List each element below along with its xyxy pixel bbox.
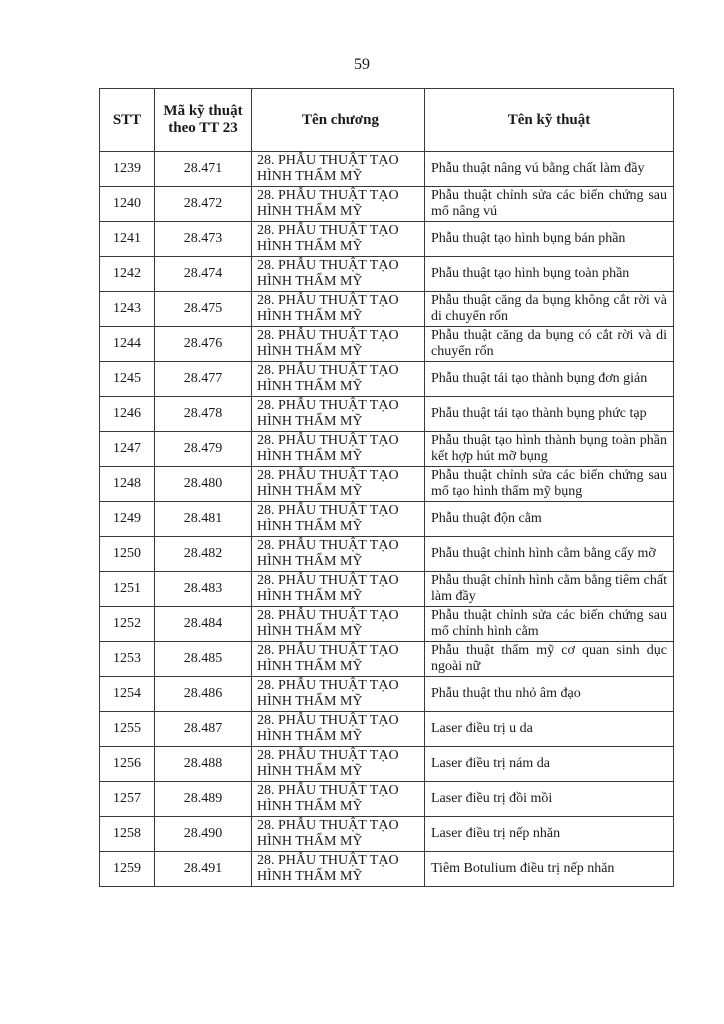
chapter-text: 28. PHẪU THUẬT TẠO HÌNH THẨM MỸ [257,853,399,884]
row-stt: 1250 [100,537,155,572]
row-technique: Phẫu thuật chỉnh hình cằm bằng tiêm chất làm đầy [425,572,674,607]
row-technique: Phẫu thuật thu nhỏ âm đạo [425,677,674,712]
row-technique: Phẫu thuật tạo hình bụng toàn phần [425,257,674,292]
row-stt: 1251 [100,572,155,607]
row-chapter [252,677,425,712]
row-technique: Phẫu thuật tạo hình thành bụng toàn phần kết hợp hút mỡ bụng [425,432,674,467]
table-header [100,89,674,152]
row-chapter [252,502,425,537]
chapter-text: 28. PHẪU THUẬT TẠO HÌNH THẨM MỸ [257,398,399,429]
row-stt: 1259 [100,852,155,887]
row-chapter [252,572,425,607]
header-row [100,89,674,152]
row-stt: 1244 [100,327,155,362]
row-technique: Tiêm Botulium điều trị nếp nhăn [425,852,674,887]
table-row [100,397,674,432]
row-code: 28.473 [155,222,252,257]
row-chapter [252,747,425,782]
chapter-text: 28. PHẪU THUẬT TẠO HÌNH THẨM MỸ [257,608,399,639]
row-code: 28.485 [155,642,252,677]
row-technique: Phẫu thuật nâng vú bằng chất làm đầy [425,152,674,187]
table-row [100,467,674,502]
row-technique: Phẫu thuật tái tạo thành bụng phức tạp [425,397,674,432]
row-code: 28.491 [155,852,252,887]
row-code: 28.480 [155,467,252,502]
row-stt: 1240 [100,187,155,222]
row-code: 28.474 [155,257,252,292]
row-technique: Phẫu thuật chỉnh sửa các biến chứng sau mổ tạo hình thẩm mỹ bụng [425,467,674,502]
row-stt: 1255 [100,712,155,747]
row-chapter [252,712,425,747]
table-row [100,152,674,187]
row-stt: 1253 [100,642,155,677]
row-stt: 1257 [100,782,155,817]
chapter-text: 28. PHẪU THUẬT TẠO HÌNH THẨM MỸ [257,503,399,534]
row-stt: 1256 [100,747,155,782]
header-chapter: Tên chương [252,89,425,152]
row-technique: Phẫu thuật chỉnh sửa các biến chứng sau mổ chỉnh hình cằm [425,607,674,642]
row-code: 28.472 [155,187,252,222]
row-stt: 1252 [100,607,155,642]
table-row [100,362,674,397]
chapter-text: 28. PHẪU THUẬT TẠO HÌNH THẨM MỸ [257,328,399,359]
row-technique: Phẫu thuật tái tạo thành bụng đơn giản [425,362,674,397]
techniques-table [99,88,674,887]
row-technique: Phẫu thuật căng da bụng có cắt rời và di chuyển rốn [425,327,674,362]
row-code: 28.479 [155,432,252,467]
row-code: 28.489 [155,782,252,817]
chapter-text: 28. PHẪU THUẬT TẠO HÌNH THẨM MỸ [257,258,399,289]
table-row [100,572,674,607]
table-row [100,292,674,327]
row-stt: 1247 [100,432,155,467]
row-code: 28.488 [155,747,252,782]
row-code: 28.471 [155,152,252,187]
row-code: 28.486 [155,677,252,712]
row-chapter [252,607,425,642]
header-stt: STT [100,89,155,152]
row-chapter [252,362,425,397]
table-row [100,432,674,467]
row-chapter [252,817,425,852]
table-row [100,502,674,537]
table-row [100,747,674,782]
table-row [100,852,674,887]
chapter-text: 28. PHẪU THUẬT TẠO HÌNH THẨM MỸ [257,293,399,324]
chapter-text: 28. PHẪU THUẬT TẠO HÌNH THẨM MỸ [257,538,399,569]
row-code: 28.490 [155,817,252,852]
page-number: 59 [354,56,370,73]
table-row [100,782,674,817]
row-chapter [252,537,425,572]
chapter-text: 28. PHẪU THUẬT TẠO HÌNH THẨM MỸ [257,223,399,254]
header-technique: Tên kỹ thuật [425,89,674,152]
row-stt: 1246 [100,397,155,432]
header-code: Mã kỹ thuật theo TT 23 [155,89,252,152]
row-technique: Laser điều trị nếp nhăn [425,817,674,852]
table-row [100,607,674,642]
table-row [100,712,674,747]
row-stt: 1249 [100,502,155,537]
table-row [100,257,674,292]
table-row [100,642,674,677]
row-chapter [252,187,425,222]
row-chapter [252,327,425,362]
chapter-text: 28. PHẪU THUẬT TẠO HÌNH THẨM MỸ [257,818,399,849]
row-stt: 1254 [100,677,155,712]
chapter-text: 28. PHẪU THUẬT TẠO HÌNH THẨM MỸ [257,573,399,604]
row-chapter [252,432,425,467]
row-chapter [252,222,425,257]
chapter-text: 28. PHẪU THUẬT TẠO HÌNH THẨM MỸ [257,713,399,744]
chapter-text: 28. PHẪU THUẬT TẠO HÌNH THẨM MỸ [257,188,399,219]
row-technique: Laser điều trị đồi mồi [425,782,674,817]
table-row [100,327,674,362]
table-row [100,817,674,852]
row-code: 28.487 [155,712,252,747]
row-stt: 1245 [100,362,155,397]
row-technique: Phẫu thuật căng da bụng không cắt rời và di chuyển rốn [425,292,674,327]
row-chapter [252,782,425,817]
row-technique: Laser điều trị u da [425,712,674,747]
row-stt: 1239 [100,152,155,187]
chapter-text: 28. PHẪU THUẬT TẠO HÌNH THẨM MỸ [257,748,399,779]
row-stt: 1258 [100,817,155,852]
row-code: 28.483 [155,572,252,607]
row-stt: 1248 [100,467,155,502]
row-code: 28.482 [155,537,252,572]
row-chapter [252,642,425,677]
row-code: 28.481 [155,502,252,537]
chapter-text: 28. PHẪU THUẬT TẠO HÌNH THẨM MỸ [257,643,399,674]
row-technique: Phẫu thuật tạo hình bụng bán phần [425,222,674,257]
row-code: 28.475 [155,292,252,327]
chapter-text: 28. PHẪU THUẬT TẠO HÌNH THẨM MỸ [257,433,399,464]
table-body [100,152,674,887]
row-chapter [252,467,425,502]
chapter-text: 28. PHẪU THUẬT TẠO HÌNH THẨM MỸ [257,783,399,814]
chapter-text: 28. PHẪU THUẬT TẠO HÌNH THẨM MỸ [257,678,399,709]
row-chapter [252,257,425,292]
row-stt: 1241 [100,222,155,257]
table-row [100,537,674,572]
chapter-text: 28. PHẪU THUẬT TẠO HÌNH THẨM MỸ [257,468,399,499]
row-chapter [252,397,425,432]
row-code: 28.484 [155,607,252,642]
chapter-text: 28. PHẪU THUẬT TẠO HÌNH THẨM MỸ [257,153,399,184]
row-chapter [252,152,425,187]
table-row [100,187,674,222]
row-stt: 1242 [100,257,155,292]
row-chapter [252,292,425,327]
row-code: 28.478 [155,397,252,432]
row-chapter [252,852,425,887]
row-stt: 1243 [100,292,155,327]
row-technique: Phẫu thuật chỉnh hình cằm bằng cấy mỡ [425,537,674,572]
row-technique: Phẫu thuật độn cằm [425,502,674,537]
row-technique: Laser điều trị nám da [425,747,674,782]
table-row [100,677,674,712]
row-code: 28.476 [155,327,252,362]
row-technique: Phẫu thuật chỉnh sửa các biến chứng sau mổ nâng vú [425,187,674,222]
chapter-text: 28. PHẪU THUẬT TẠO HÌNH THẨM MỸ [257,363,399,394]
table-row [100,222,674,257]
row-code: 28.477 [155,362,252,397]
row-technique: Phẫu thuật thẩm mỹ cơ quan sinh dục ngoài nữ [425,642,674,677]
